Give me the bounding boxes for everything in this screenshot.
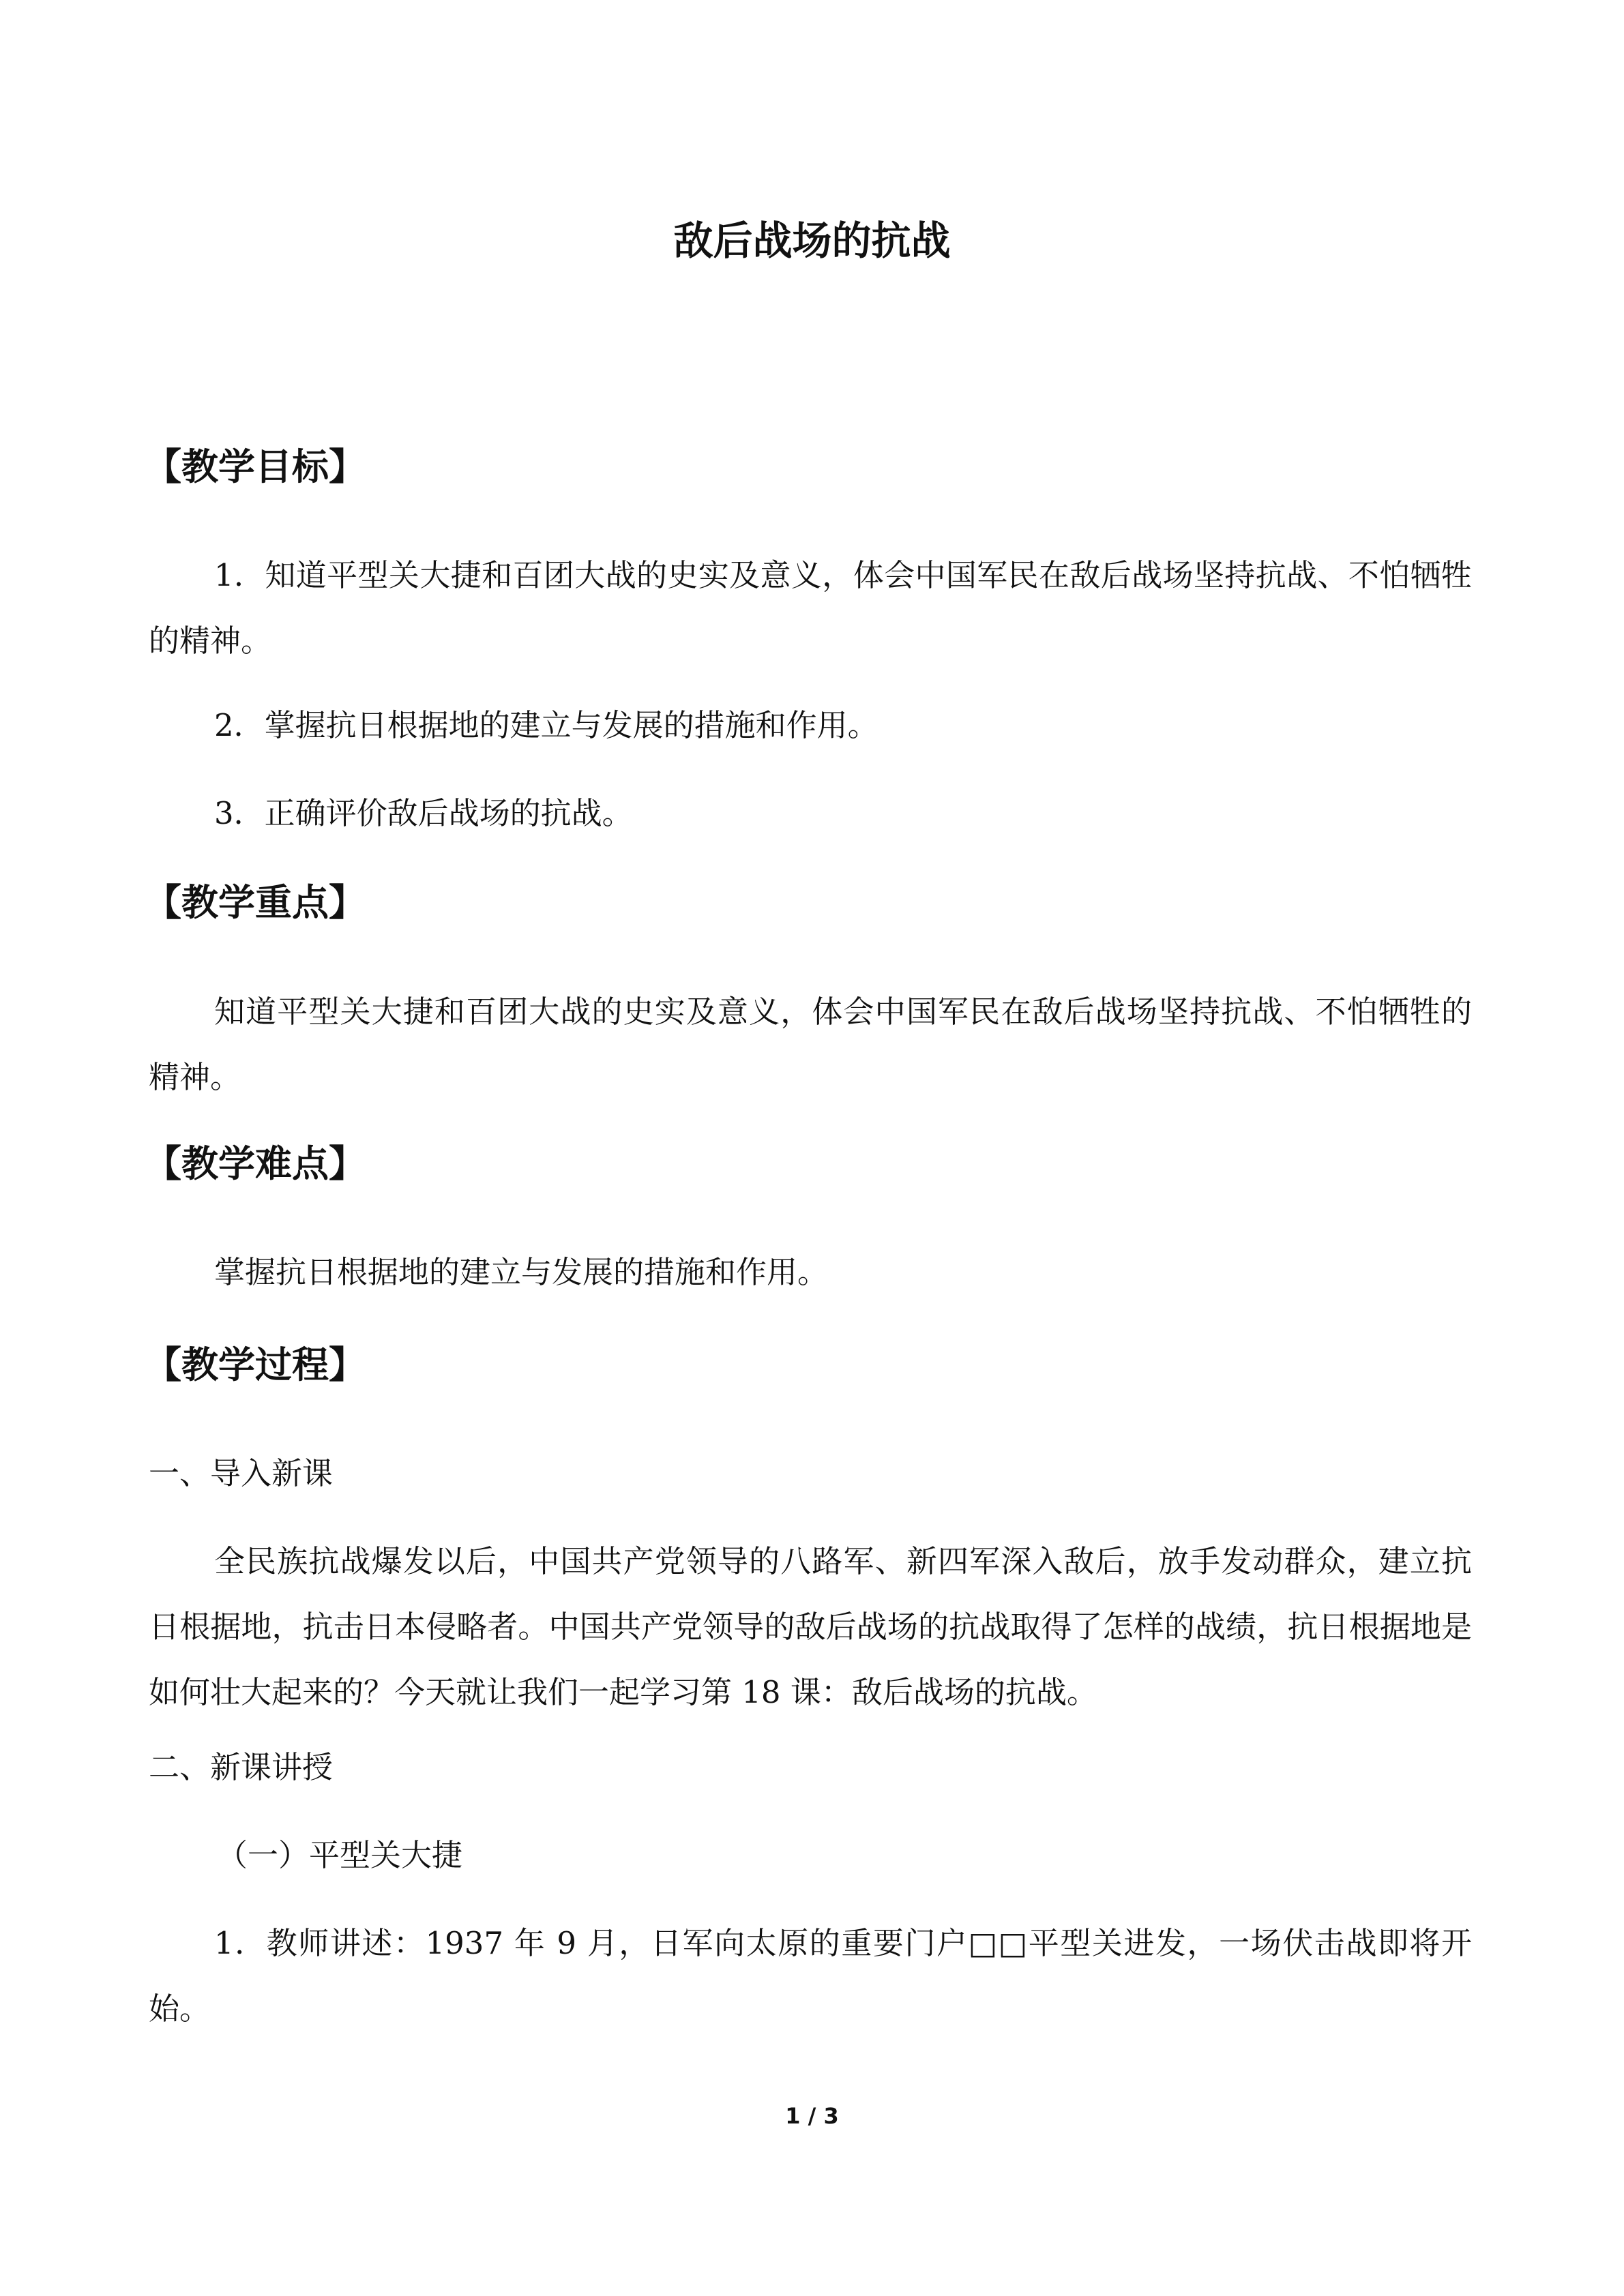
process-sub1-item1: 1．教师讲述：1937 年 9 月，日军向太原的重要门户□□平型关进发，一场伏击战即将开始。 <box>149 1925 1472 2027</box>
heading-difficulties: 【教学难点】 <box>145 1142 366 1185</box>
difficulties-text: 掌握抗日根据地的建立与发展的措施和作用。 <box>214 1254 829 1290</box>
heading-process: 【教学过程】 <box>145 1343 366 1386</box>
document-title: 敌后战场的抗战 <box>673 218 951 264</box>
key-points-text: 知道平型关大捷和百团大战的史实及意义，体会中国军民在敌后战场坚持抗战、不怕牺牲的精神。 <box>149 994 1472 1095</box>
page-number: 1 / 3 <box>785 2103 839 2129</box>
process-part1-text: 全民族抗战爆发以后，中国共产党领导的八路军、新四军深入敌后，放手发动群众，建立抗日根据地，抗击日本侵略者。中国共产党领导的敌后战场的抗战取得了怎样的战绩，抗日根据地是如何壮大起来的？今天就让我们一起学习第 18 课：敌后战场的抗战。 <box>149 1543 1472 1710</box>
process-part1-title: 一、导入新课 <box>149 1455 334 1491</box>
heading-key-points: 【教学重点】 <box>145 881 366 924</box>
objective-item-2: 2．掌握抗日根据地的建立与发展的措施和作用。 <box>214 707 879 743</box>
process-sub1-title: （一）平型关大捷 <box>217 1837 463 1873</box>
objective-item-3: 3．正确评价敌后战场的抗战。 <box>214 795 633 831</box>
heading-objectives: 【教学目标】 <box>145 445 366 488</box>
process-part2-title: 二、新课讲授 <box>149 1749 334 1785</box>
objective-item-1: 1．知道平型关大捷和百团大战的史实及意义，体会中国军民在敌后战场坚持抗战、不怕牺牲的精神。 <box>149 557 1472 659</box>
